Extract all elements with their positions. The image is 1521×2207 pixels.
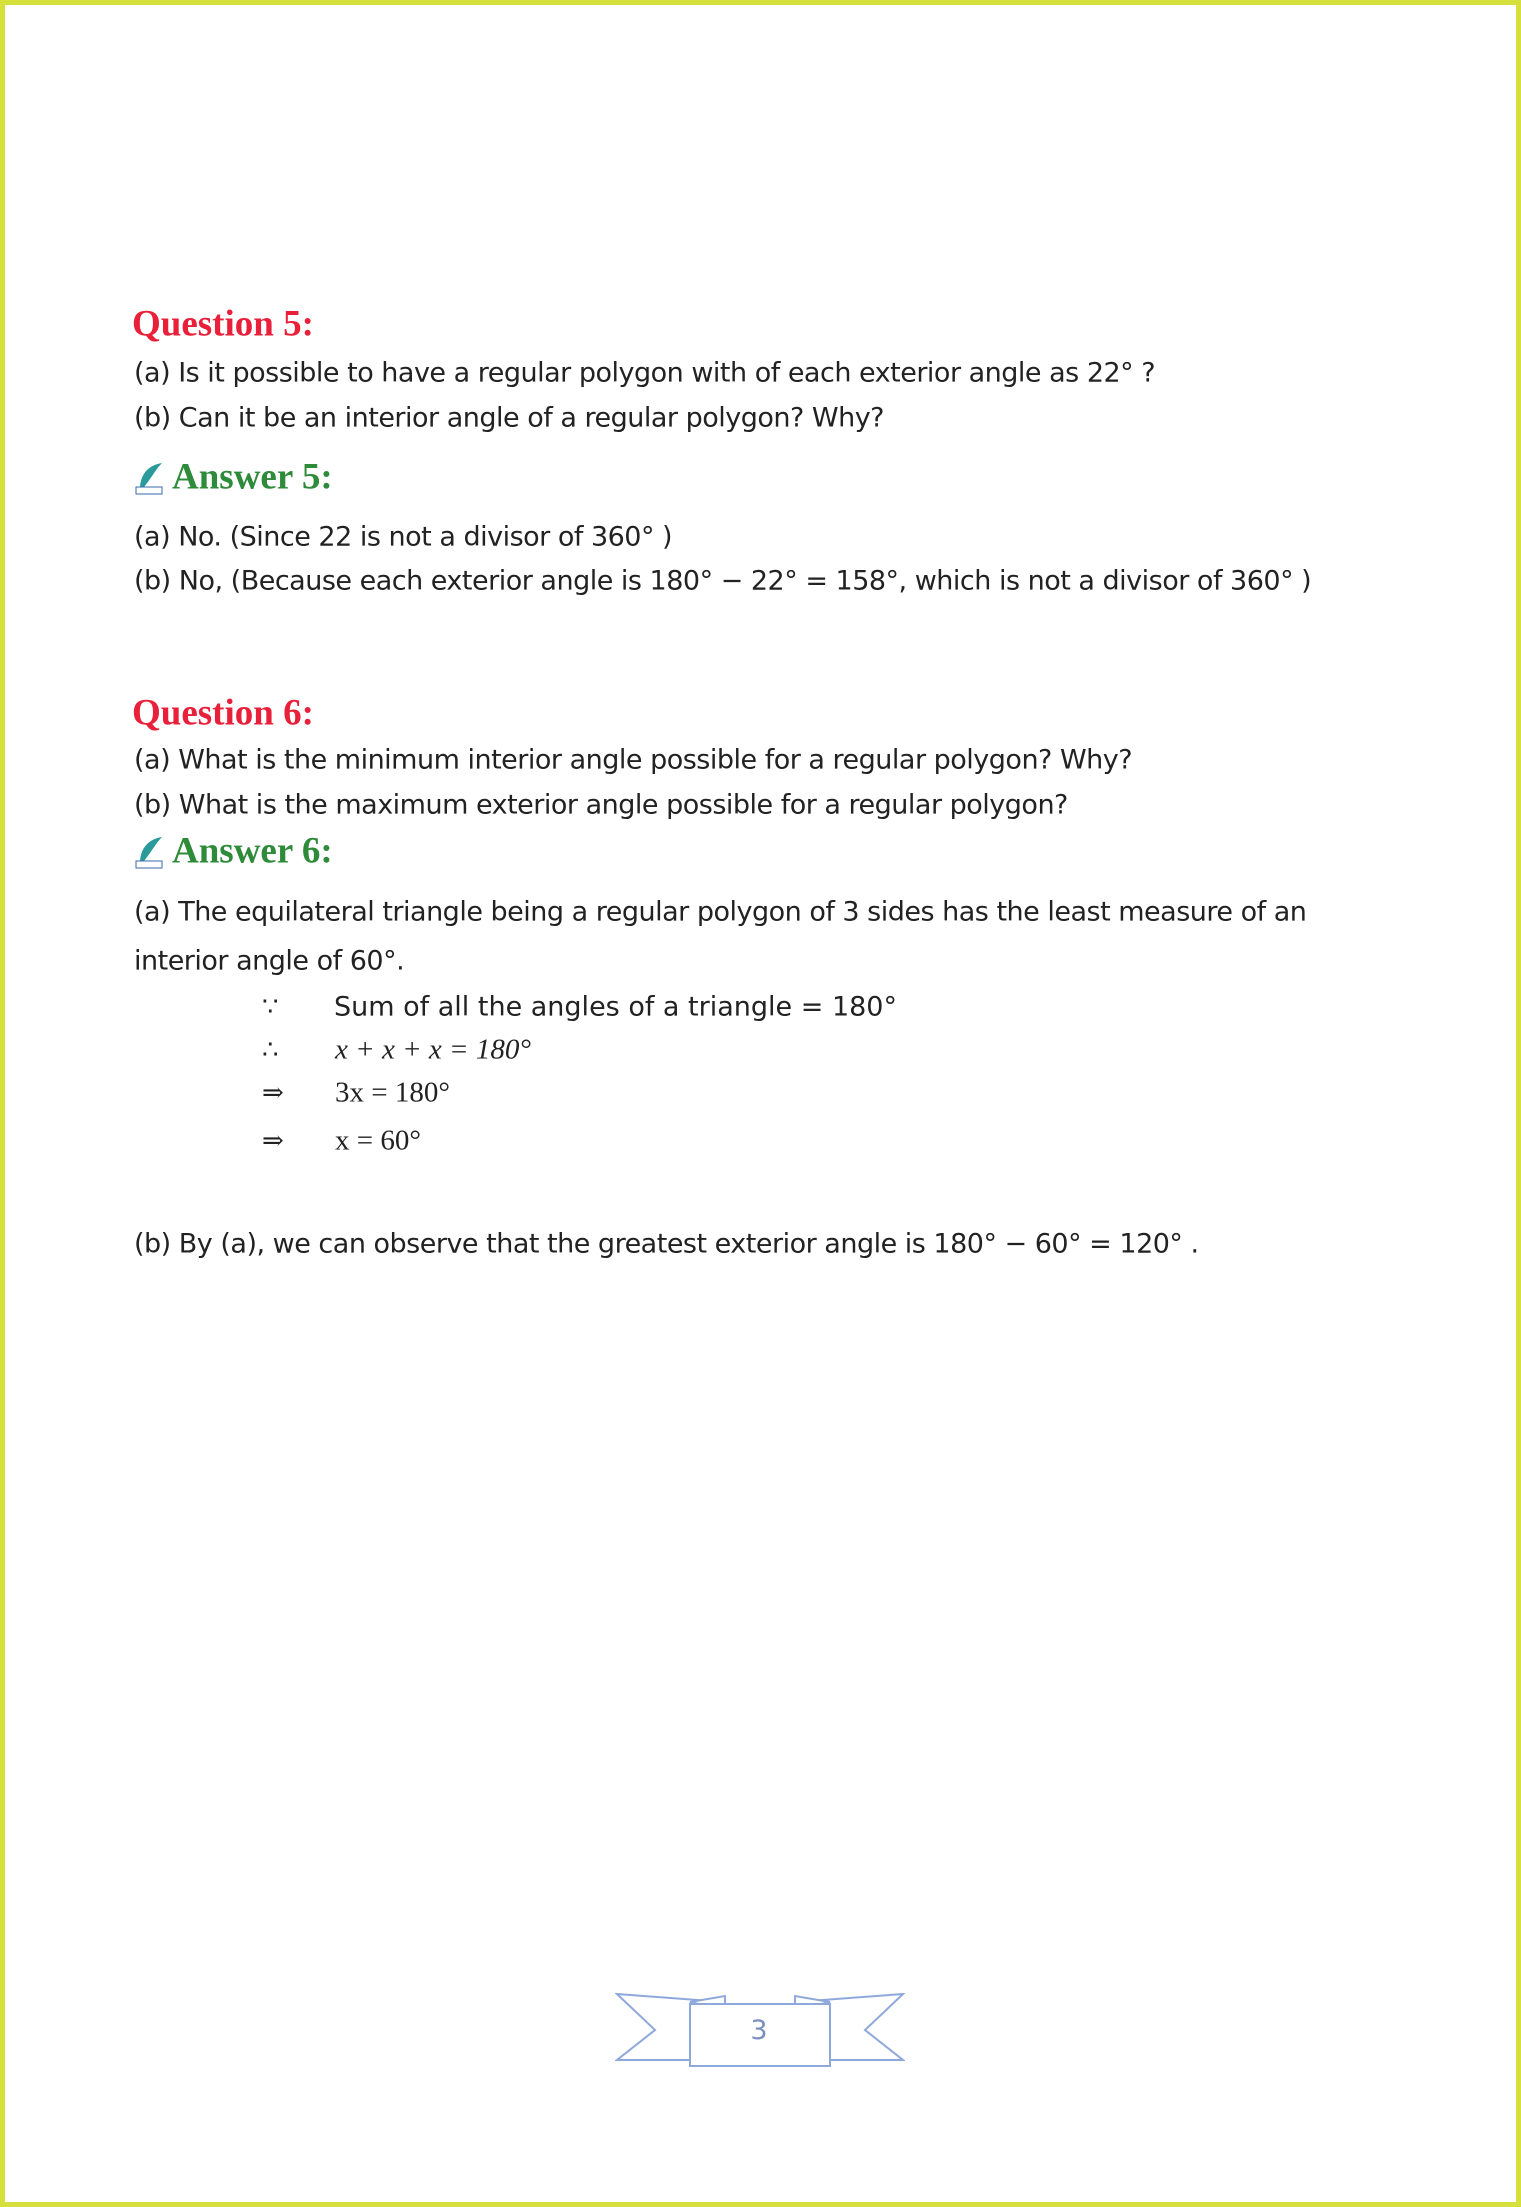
question-5-part-b: (b) Can it be an interior angle of a regular polygon? Why? [134, 402, 885, 434]
question-5-title: Question 5: [132, 303, 314, 345]
question-6-part-b: (b) What is the maximum exterior angle possible for a regular polygon? [134, 789, 1068, 821]
step-expression: x + x + x = 180° [335, 1033, 531, 1066]
answer-5-title: Answer 5: [172, 456, 333, 498]
answer-6-part-a-line-1: (a) The equilateral triangle being a regular polygon of 3 sides has the least measure of an [134, 896, 1307, 928]
step-expression: x = 60° [335, 1124, 421, 1157]
quill-logo-icon [134, 461, 166, 495]
question-5-part-a: (a) Is it possible to have a regular polygon with of each exterior angle as 22° ? [134, 357, 1156, 389]
answer-6-title: Answer 6: [172, 830, 333, 872]
implies-symbol: ⇒ [262, 1126, 284, 1156]
implies-symbol: ⇒ [262, 1078, 284, 1108]
therefore-symbol: ∴ [262, 1035, 279, 1065]
answer-5-part-b: (b) No, (Because each exterior angle is 180° − 22° = 158°, which is not a divisor of 360° ) [134, 565, 1312, 597]
answer-6-part-a-line-2: interior angle of 60°. [134, 945, 405, 977]
answer-6-part-b: (b) By (a), we can observe that the greatest exterior angle is 180° − 60° = 120° . [134, 1228, 1199, 1260]
question-6-part-a: (a) What is the minimum interior angle possible for a regular polygon? Why? [134, 744, 1133, 776]
step-expression: Sum of all the angles of a triangle = 180° [334, 991, 897, 1023]
question-6-title: Question 6: [132, 692, 314, 734]
answer-5-part-a: (a) No. (Since 22 is not a divisor of 360° ) [134, 521, 673, 553]
quill-logo-icon [134, 835, 166, 869]
page-number: 3 [750, 2015, 768, 2046]
step-expression: 3x = 180° [335, 1076, 450, 1109]
because-symbol: ∵ [262, 992, 279, 1022]
